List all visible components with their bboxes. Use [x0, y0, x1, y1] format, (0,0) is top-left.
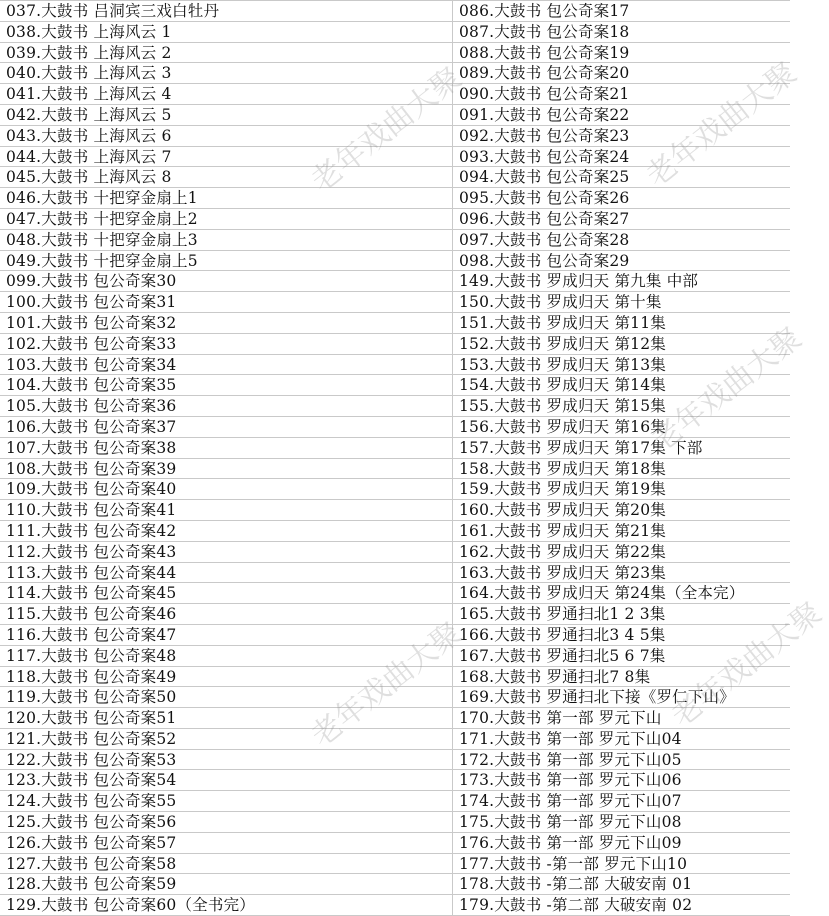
list-item: 098.大鼓书 包公奇案29	[453, 251, 790, 272]
list-item: 125.大鼓书 包公奇案56	[0, 812, 452, 833]
list-item: 129.大鼓书 包公奇案60（全书完）	[0, 895, 452, 916]
list-item: 174.大鼓书 第一部 罗元下山07	[453, 791, 790, 812]
list-item: 048.大鼓书 十把穿金扇上3	[0, 230, 452, 251]
list-item: 049.大鼓书 十把穿金扇上5	[0, 251, 452, 272]
watermark-text: 老年戏曲大聚	[644, 320, 809, 459]
list-item: 044.大鼓书 上海风云 7	[0, 147, 452, 168]
list-item: 154.大鼓书 罗成归天 第14集	[453, 375, 790, 396]
list-item: 123.大鼓书 包公奇案54	[0, 770, 452, 791]
list-item: 087.大鼓书 包公奇案18	[453, 22, 790, 43]
list-item: 090.大鼓书 包公奇案21	[453, 84, 790, 105]
list-item: 157.大鼓书 罗成归天 第17集 下部	[453, 438, 790, 459]
list-item: 046.大鼓书 十把穿金扇上1	[0, 188, 452, 209]
list-item: 045.大鼓书 上海风云 8	[0, 167, 452, 188]
list-item: 155.大鼓书 罗成归天 第15集	[453, 396, 790, 417]
list-item: 150.大鼓书 罗成归天 第十集	[453, 292, 790, 313]
list-item: 172.大鼓书 第一部 罗元下山05	[453, 750, 790, 771]
list-item: 106.大鼓书 包公奇案37	[0, 417, 452, 438]
list-item: 101.大鼓书 包公奇案32	[0, 313, 452, 334]
list-item: 038.大鼓书 上海风云 1	[0, 22, 452, 43]
list-item: 116.大鼓书 包公奇案47	[0, 625, 452, 646]
list-item: 103.大鼓书 包公奇案34	[0, 355, 452, 376]
list-item: 093.大鼓书 包公奇案24	[453, 147, 790, 168]
list-item: 113.大鼓书 包公奇案44	[0, 563, 452, 584]
list-item: 089.大鼓书 包公奇案20	[453, 63, 790, 84]
list-item: 166.大鼓书 罗通扫北3 4 5集	[453, 625, 790, 646]
list-item: 112.大鼓书 包公奇案43	[0, 542, 452, 563]
list-item: 110.大鼓书 包公奇案41	[0, 500, 452, 521]
list-item: 163.大鼓书 罗成归天 第23集	[453, 563, 790, 584]
list-item: 097.大鼓书 包公奇案28	[453, 230, 790, 251]
list-item: 158.大鼓书 罗成归天 第18集	[453, 459, 790, 480]
watermark-text: 老年戏曲大聚	[304, 615, 469, 754]
list-item: 168.大鼓书 罗通扫北7 8集	[453, 667, 790, 688]
list-item: 119.大鼓书 包公奇案50	[0, 687, 452, 708]
list-item: 039.大鼓书 上海风云 2	[0, 43, 452, 64]
watermark-text: 老年戏曲大聚	[639, 55, 804, 194]
list-item: 167.大鼓书 罗通扫北5 6 7集	[453, 646, 790, 667]
list-item: 114.大鼓书 包公奇案45	[0, 583, 452, 604]
list-item: 122.大鼓书 包公奇案53	[0, 750, 452, 771]
list-item: 121.大鼓书 包公奇案52	[0, 729, 452, 750]
list-item: 120.大鼓书 包公奇案51	[0, 708, 452, 729]
list-item: 092.大鼓书 包公奇案23	[453, 126, 790, 147]
list-item: 160.大鼓书 罗成归天 第20集	[453, 500, 790, 521]
list-item: 153.大鼓书 罗成归天 第13集	[453, 355, 790, 376]
list-item: 095.大鼓书 包公奇案26	[453, 188, 790, 209]
list-item: 042.大鼓书 上海风云 5	[0, 105, 452, 126]
list-item: 040.大鼓书 上海风云 3	[0, 63, 452, 84]
list-item: 152.大鼓书 罗成归天 第12集	[453, 334, 790, 355]
list-item: 176.大鼓书 第一部 罗元下山09	[453, 833, 790, 854]
list-item: 156.大鼓书 罗成归天 第16集	[453, 417, 790, 438]
list-item: 161.大鼓书 罗成归天 第21集	[453, 521, 790, 542]
right-column	[452, 1, 790, 916]
list-item: 107.大鼓书 包公奇案38	[0, 438, 452, 459]
list-item: 165.大鼓书 罗通扫北1 2 3集	[453, 604, 790, 625]
list-item: 127.大鼓书 包公奇案58	[0, 854, 452, 875]
left-column	[0, 1, 452, 916]
list-item: 104.大鼓书 包公奇案35	[0, 375, 452, 396]
list-item: 111.大鼓书 包公奇案42	[0, 521, 452, 542]
list-item: 047.大鼓书 十把穿金扇上2	[0, 209, 452, 230]
list-item: 175.大鼓书 第一部 罗元下山08	[453, 812, 790, 833]
list-item: 086.大鼓书 包公奇案17	[453, 1, 790, 22]
list-item: 041.大鼓书 上海风云 4	[0, 84, 452, 105]
list-item: 177.大鼓书 -第一部 罗元下山10	[453, 854, 790, 875]
list-item: 171.大鼓书 第一部 罗元下山04	[453, 729, 790, 750]
watermark-text: 老年戏曲大聚	[664, 595, 829, 734]
list-item: 109.大鼓书 包公奇案40	[0, 479, 452, 500]
list-item: 126.大鼓书 包公奇案57	[0, 833, 452, 854]
list-item: 164.大鼓书 罗成归天 第24集（全本完）	[453, 583, 790, 604]
list-item: 149.大鼓书 罗成归天 第九集 中部	[453, 271, 790, 292]
list-item: 099.大鼓书 包公奇案30	[0, 271, 452, 292]
list-item: 169.大鼓书 罗通扫北下接《罗仁下山》	[453, 687, 790, 708]
list-item: 179.大鼓书 -第二部 大破安南 02	[453, 895, 790, 916]
list-item: 037.大鼓书 吕洞宾三戏白牡丹	[0, 1, 452, 22]
list-item: 108.大鼓书 包公奇案39	[0, 459, 452, 480]
list-item: 105.大鼓书 包公奇案36	[0, 396, 452, 417]
list-item: 096.大鼓书 包公奇案27	[453, 209, 790, 230]
list-item: 162.大鼓书 罗成归天 第22集	[453, 542, 790, 563]
list-item: 100.大鼓书 包公奇案31	[0, 292, 452, 313]
list-item: 091.大鼓书 包公奇案22	[453, 105, 790, 126]
list-item: 151.大鼓书 罗成归天 第11集	[453, 313, 790, 334]
list-item: 117.大鼓书 包公奇案48	[0, 646, 452, 667]
list-item: 124.大鼓书 包公奇案55	[0, 791, 452, 812]
list-item: 178.大鼓书 -第二部 大破安南 01	[453, 874, 790, 895]
list-item: 088.大鼓书 包公奇案19	[453, 43, 790, 64]
watermark-text: 老年戏曲大聚	[304, 60, 469, 199]
list-item: 173.大鼓书 第一部 罗元下山06	[453, 770, 790, 791]
list-item: 102.大鼓书 包公奇案33	[0, 334, 452, 355]
list-item: 043.大鼓书 上海风云 6	[0, 126, 452, 147]
list-item: 159.大鼓书 罗成归天 第19集	[453, 479, 790, 500]
list-item: 118.大鼓书 包公奇案49	[0, 667, 452, 688]
list-item: 094.大鼓书 包公奇案25	[453, 167, 790, 188]
list-item: 128.大鼓书 包公奇案59	[0, 874, 452, 895]
list-item: 170.大鼓书 第一部 罗元下山	[453, 708, 790, 729]
list-item: 115.大鼓书 包公奇案46	[0, 604, 452, 625]
